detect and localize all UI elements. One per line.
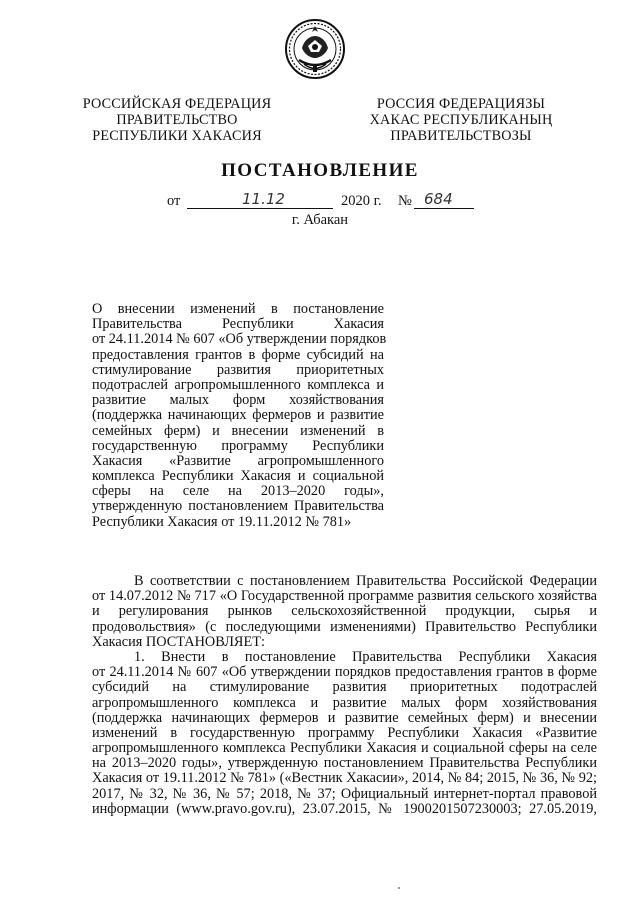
item-line: 1. Внести в постановление Правительства Республики Хакасия xyxy=(134,648,597,665)
item-line: Хакасия от 19.11.2012 № 781» («Вестник Хакасии», 2014, № 84; 2015, № 36, № 92; xyxy=(92,770,597,787)
subject-line: (поддержка начинающих фермеров и развитие xyxy=(92,407,384,424)
subject-line: от 24.11.2014 № 607 «Об утверждении порядков xyxy=(92,331,387,348)
coat-of-arms-icon xyxy=(284,18,346,80)
date-line xyxy=(0,190,640,213)
subject-line: утвержденную постановлением Правительства xyxy=(92,498,384,515)
preamble-line: и регулирования рынков сельскохозяйственной продукции, сырья и xyxy=(92,603,597,620)
subject-line: государственную программу Республики xyxy=(92,437,384,454)
header-right-line: РОССИЯ ФЕДЕРАЦИЯЗЫ xyxy=(376,96,546,112)
subject-line: Правительства Республики Хакасия xyxy=(92,316,384,333)
city: г. Абакан xyxy=(291,212,349,228)
subject-line: подотраслей агропромышленного комплекса и xyxy=(92,376,384,393)
header-right xyxy=(362,96,560,144)
preamble-line: продовольствия» (с последующими изменениями) Правительство Республики xyxy=(92,618,597,635)
item-line: информации (www.pravo.gov.ru), 23.07.2015, № 1900201507230003; 27.05.2019, xyxy=(92,800,597,817)
document-title: ПОСТАНОВЛЕНИЕ xyxy=(221,160,419,181)
item-line: агропромышленного комплекса и развитие малых форм хозяйствования xyxy=(92,694,597,711)
number-label: № xyxy=(398,193,412,209)
subject-line: Республики Хакасия от 19.11.2012 № 781» xyxy=(92,513,352,530)
header-left-line: ПРАВИТЕЛЬСТВО xyxy=(116,112,238,128)
date-year: 2020 г. xyxy=(341,193,382,209)
document-body xyxy=(92,574,597,817)
date-underline xyxy=(187,208,333,209)
header-left-line: РЕСПУБЛИКИ ХАКАСИЯ xyxy=(92,128,262,144)
header-right-line: ПРАВИТЕЛЬСТВОЗЫ xyxy=(390,128,532,144)
item-line: (поддержка начинающих фермеров и развитие семейных ферм) и внесении xyxy=(92,709,597,726)
subject-line: сферы на селе на 2013–2020 годы», xyxy=(92,483,384,500)
subject-line: комплекса Республики Хакасия и социальной xyxy=(92,468,384,485)
subject-line: стимулирование развития приоритетных xyxy=(92,361,384,378)
item-line: на 2013–2020 годы», утвержденную постановлением Правительства Республики xyxy=(92,755,597,772)
header-left-line: РОССИЙСКАЯ ФЕДЕРАЦИЯ xyxy=(82,96,272,112)
subject-line: развитие малых форм хозяйствования xyxy=(92,392,384,409)
header-right-line: ХАКАС РЕСПУБЛИКАНЫҢ xyxy=(369,112,553,128)
number-handwritten: 684 xyxy=(424,190,453,208)
preamble-line: Хакасия ПОСТАНОВЛЯЕТ: xyxy=(92,633,265,650)
item-line: субсидий на стимулирование развития приоритетных подотраслей xyxy=(92,679,597,696)
preamble-line: от 14.07.2012 № 717 «О Государственной программе развития сельского хозяйства xyxy=(92,588,597,605)
item-line: изменений в государственную программу Республики Хакасия «Развитие xyxy=(92,724,597,741)
scan-speck xyxy=(398,887,400,889)
preamble-line: В соответствии с постановлением Правительства Российской Федерации xyxy=(134,573,597,589)
item-line: 2017, № 32, № 36, № 57; 2018, № 37; Официальный интернет-портал правовой xyxy=(92,785,597,802)
date-prefix: от xyxy=(167,193,181,209)
item-line: от 24.11.2014 № 607 «Об утверждении порядков предоставления грантов в форме xyxy=(92,664,597,681)
date-handwritten: 11.12 xyxy=(242,190,285,208)
subject-line: предоставления грантов в форме субсидий на xyxy=(92,346,384,363)
item-line: агропромышленного комплекса Республики Хакасия и социальной сферы на селе xyxy=(92,740,597,757)
subject-line: семейных ферм) и внесении изменений в xyxy=(92,422,384,439)
subject-line: О внесении изменений в постановление xyxy=(92,301,384,317)
document-subject xyxy=(92,301,387,530)
number-underline xyxy=(414,208,474,209)
subject-line: Хакасия «Развитие агропромышленного xyxy=(92,452,384,469)
header-left xyxy=(80,96,274,144)
